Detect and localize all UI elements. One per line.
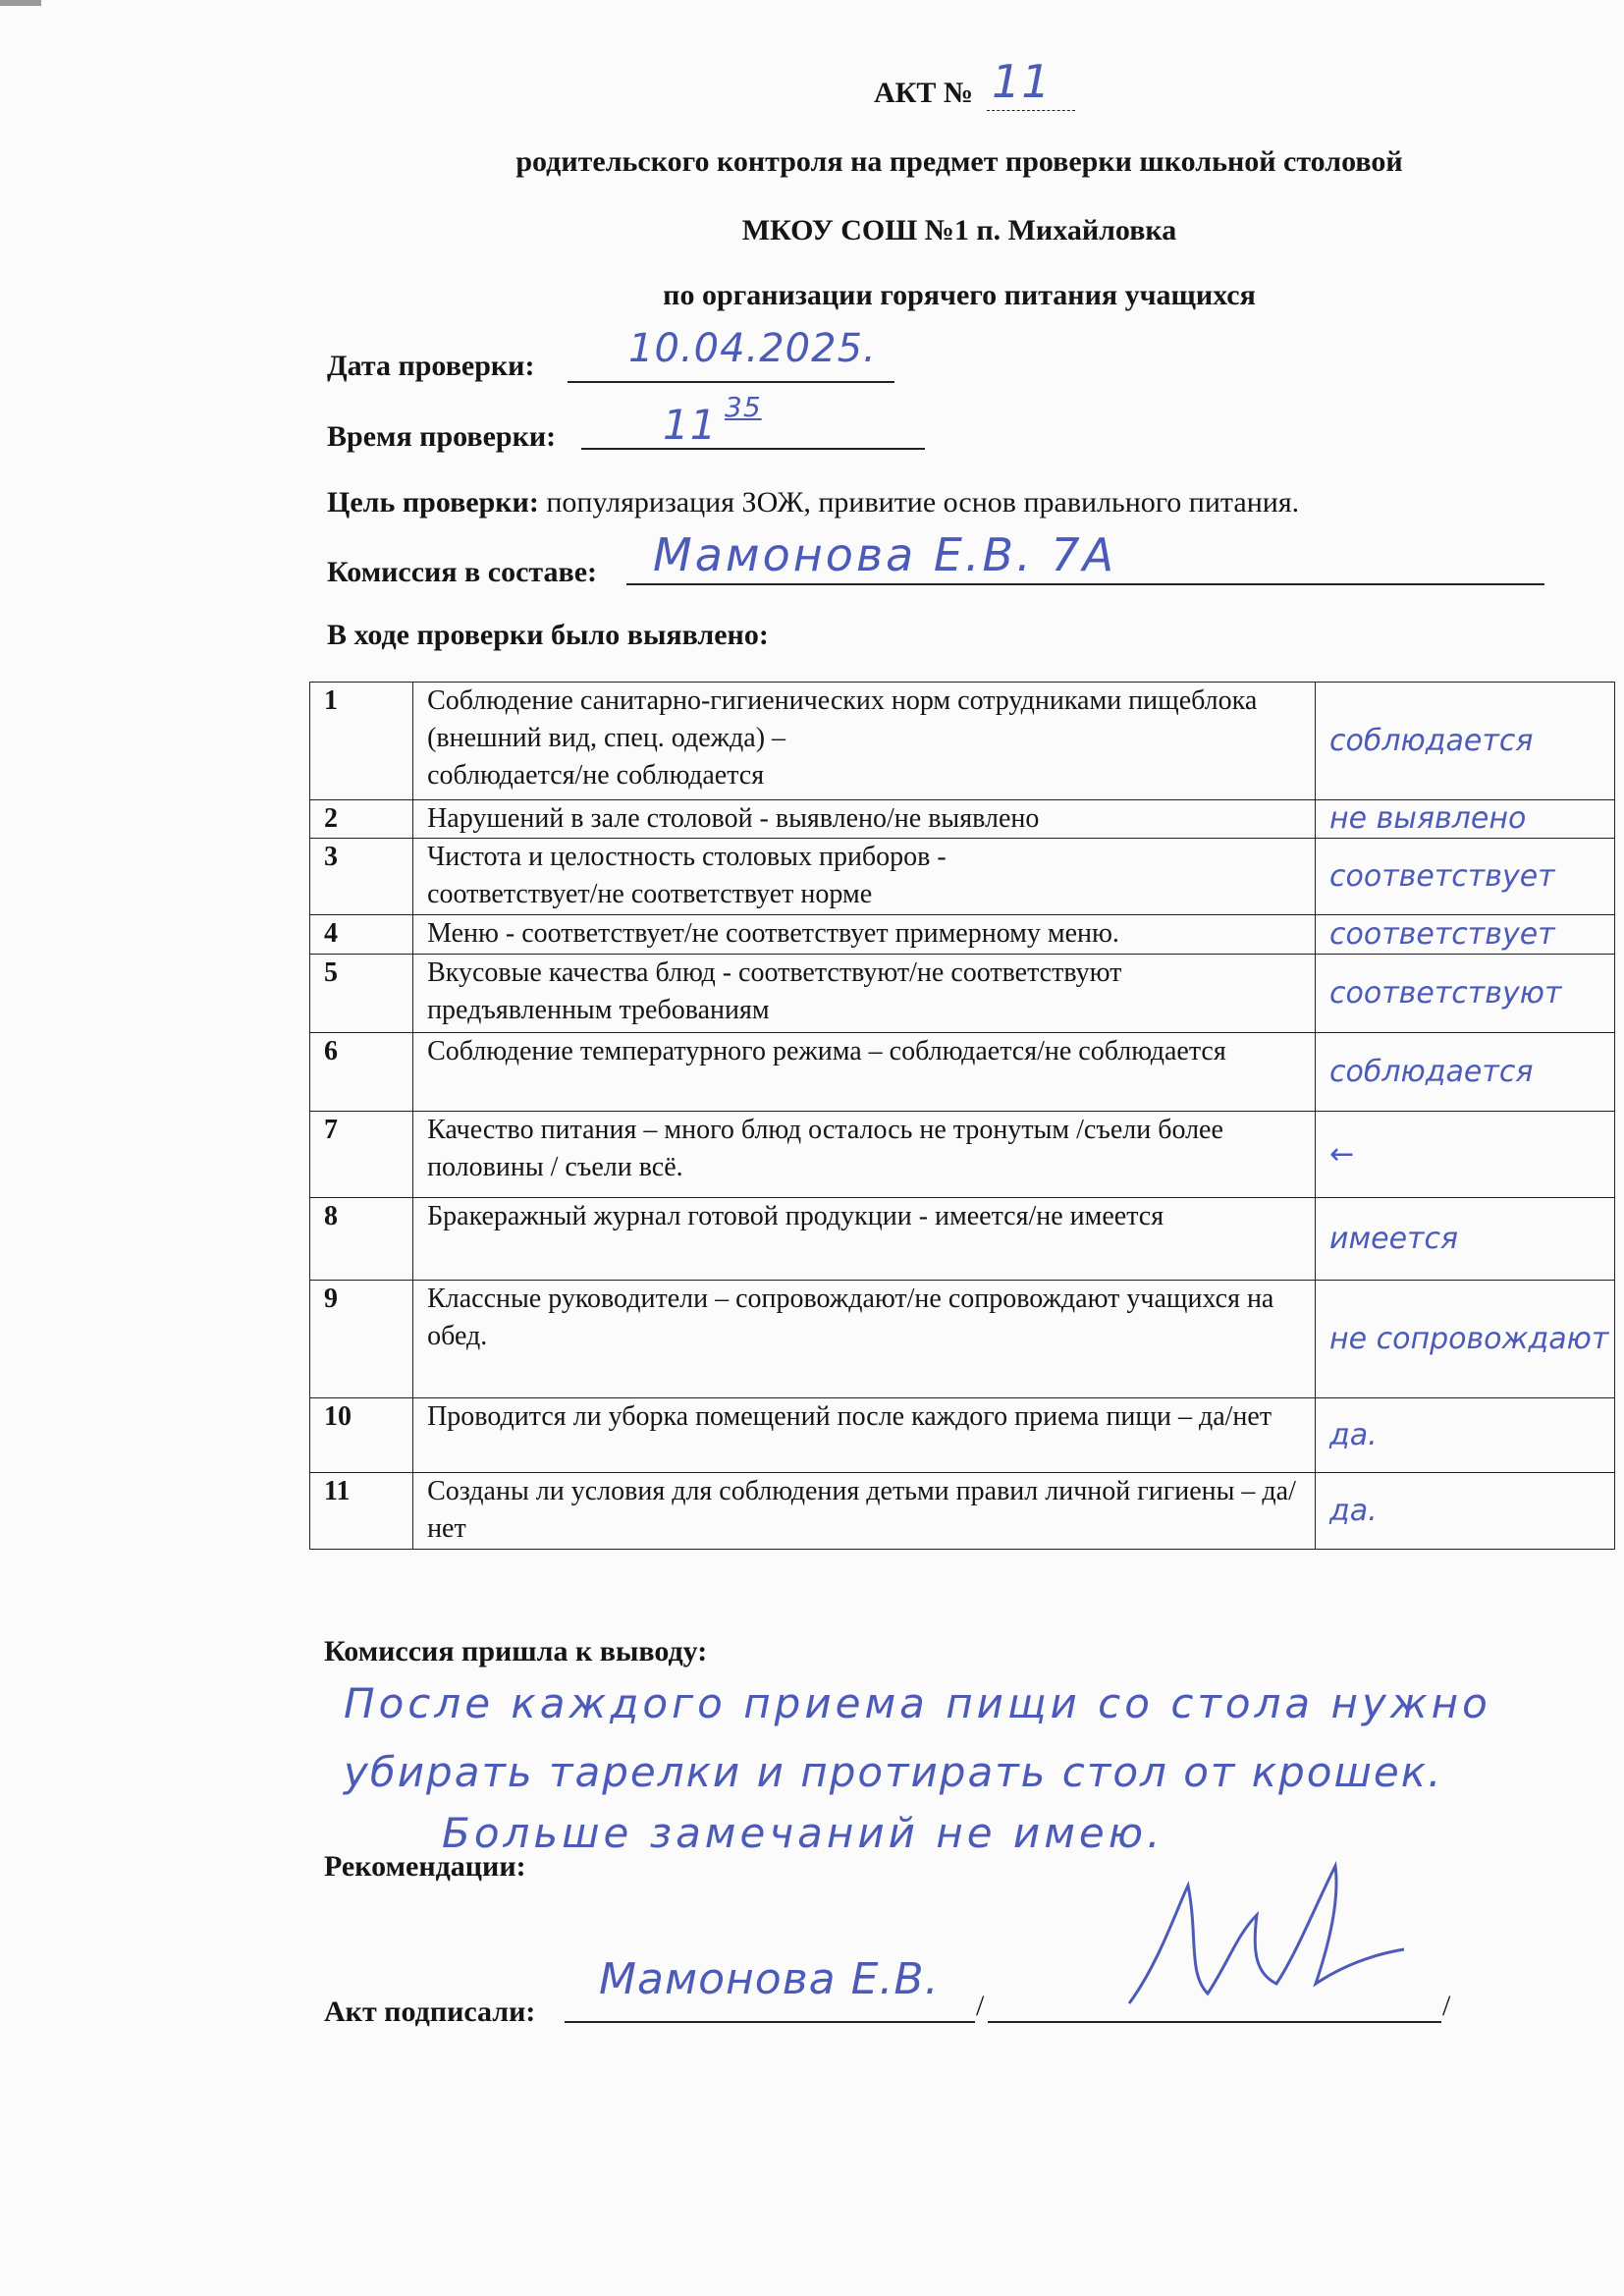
goal-line xyxy=(327,486,1299,519)
row-answer: соблюдается xyxy=(1316,683,1615,800)
signature-2-scribble xyxy=(1119,1846,1414,2023)
recommendations-label: Рекомендации: xyxy=(324,1850,526,1883)
table-row xyxy=(310,1473,1615,1550)
time-minutes: 35 xyxy=(725,391,762,423)
row-number: 2 xyxy=(310,800,413,839)
row-description: Чистота и целостность столовых приборов - соответствует/не соответствует норме xyxy=(413,839,1316,915)
row-answer: ← xyxy=(1316,1112,1615,1198)
row-description: Качество питания – много блюд осталось не тронутым /съели более половины / съели всё. xyxy=(413,1112,1316,1198)
row-answer: не выявлено xyxy=(1316,800,1615,839)
table-row xyxy=(310,1033,1615,1112)
table-row xyxy=(310,839,1615,915)
table-row xyxy=(310,683,1615,800)
row-number: 7 xyxy=(310,1112,413,1198)
row-description: Созданы ли условия для соблюдения детьми правил личной гигиены – да/ нет xyxy=(413,1473,1316,1550)
findings-label: В ходе проверки было выявлено: xyxy=(327,619,769,651)
subtitle-2: МКОУ СОШ №1 п. Михайловка xyxy=(741,214,1177,246)
table-row xyxy=(310,1112,1615,1198)
row-description: Проводится ли уборка помещений после каждого приема пищи – да/нет xyxy=(413,1398,1316,1473)
goal-label: Цель проверки: xyxy=(327,486,539,519)
signature-1: Мамонова Е.В. xyxy=(599,1954,940,2004)
row-answer: соблюдается xyxy=(1316,1033,1615,1112)
row-number: 4 xyxy=(310,915,413,955)
row-number: 6 xyxy=(310,1033,413,1112)
time-hours: 11 xyxy=(663,401,718,449)
signature-1-line xyxy=(565,2021,975,2023)
table-row xyxy=(310,1398,1615,1473)
row-number: 1 xyxy=(310,683,413,800)
goal-value: популяризация ЗОЖ, привитие основ правильного питания. xyxy=(546,486,1300,519)
row-description: Соблюдение температурного режима – соблюдается/не соблюдается xyxy=(413,1033,1316,1112)
time-label: Время проверки: xyxy=(327,420,557,453)
table-row xyxy=(310,800,1615,839)
signature-separator-1: / xyxy=(976,1990,985,2022)
row-description: Соблюдение санитарно-гигиенических норм сотрудниками пищеблока (внешний вид, спец. одежда) – соблюдается/не соблюдается xyxy=(413,683,1316,800)
subtitle-1: родительского контроля на предмет проверки школьной столовой xyxy=(515,145,1403,178)
act-title xyxy=(874,77,989,110)
commission-value: Мамонова Е.В. 7А xyxy=(653,528,1117,581)
act-number: 11 xyxy=(992,55,1052,108)
row-answer: не сопровождают xyxy=(1316,1281,1615,1398)
row-description: Вкусовые качества блюд - соответствуют/не соответствуют предъявленным требованиям xyxy=(413,955,1316,1033)
row-description: Нарушений в зале столовой - выявлено/не выявлено xyxy=(413,800,1316,839)
findings-table xyxy=(309,682,1615,1550)
date-label: Дата проверки: xyxy=(327,350,535,382)
subtitle-3: по организации горячего питания учащихся xyxy=(663,279,1256,311)
table-row xyxy=(310,1198,1615,1281)
row-answer: да. xyxy=(1316,1398,1615,1473)
row-number: 11 xyxy=(310,1473,413,1550)
table-row xyxy=(310,915,1615,955)
time-underline xyxy=(581,448,925,450)
signatures-label: Акт подписали: xyxy=(324,1995,536,2028)
row-answer: соответствует xyxy=(1316,915,1615,955)
row-number: 8 xyxy=(310,1198,413,1281)
table-row xyxy=(310,955,1615,1033)
scan-corner-mark xyxy=(0,0,41,6)
commission-label: Комиссия в составе: xyxy=(327,556,597,588)
row-description: Классные руководители – сопровождают/не сопровождают учащихся на обед. xyxy=(413,1281,1316,1398)
row-answer: соответствуют xyxy=(1316,955,1615,1033)
row-number: 3 xyxy=(310,839,413,915)
row-answer: имеется xyxy=(1316,1198,1615,1281)
row-number: 5 xyxy=(310,955,413,1033)
commission-underline xyxy=(626,583,1544,585)
act-number-underline xyxy=(987,110,1075,111)
row-description: Меню - соответствует/не соответствует примерному меню. xyxy=(413,915,1316,955)
signature-separator-2: / xyxy=(1442,1990,1451,2022)
act-title-label: АКТ № xyxy=(874,77,974,109)
conclusion-line-2: убирать тарелки и протирать стол от крошек. xyxy=(344,1748,1443,1796)
conclusion-label: Комиссия пришла к выводу: xyxy=(324,1635,708,1667)
conclusion-line-1: После каждого приема пищи со стола нужно xyxy=(344,1679,1491,1727)
date-value: 10.04.2025. xyxy=(628,326,877,371)
row-description: Бракеражный журнал готовой продукции - имеется/не имеется xyxy=(413,1198,1316,1281)
table-row xyxy=(310,1281,1615,1398)
row-number: 10 xyxy=(310,1398,413,1473)
row-answer: соответствует xyxy=(1316,839,1615,915)
row-number: 9 xyxy=(310,1281,413,1398)
conclusion-line-3: Больше замечаний не имею. xyxy=(442,1809,1164,1857)
row-answer: да. xyxy=(1316,1473,1615,1550)
date-underline xyxy=(568,381,894,383)
